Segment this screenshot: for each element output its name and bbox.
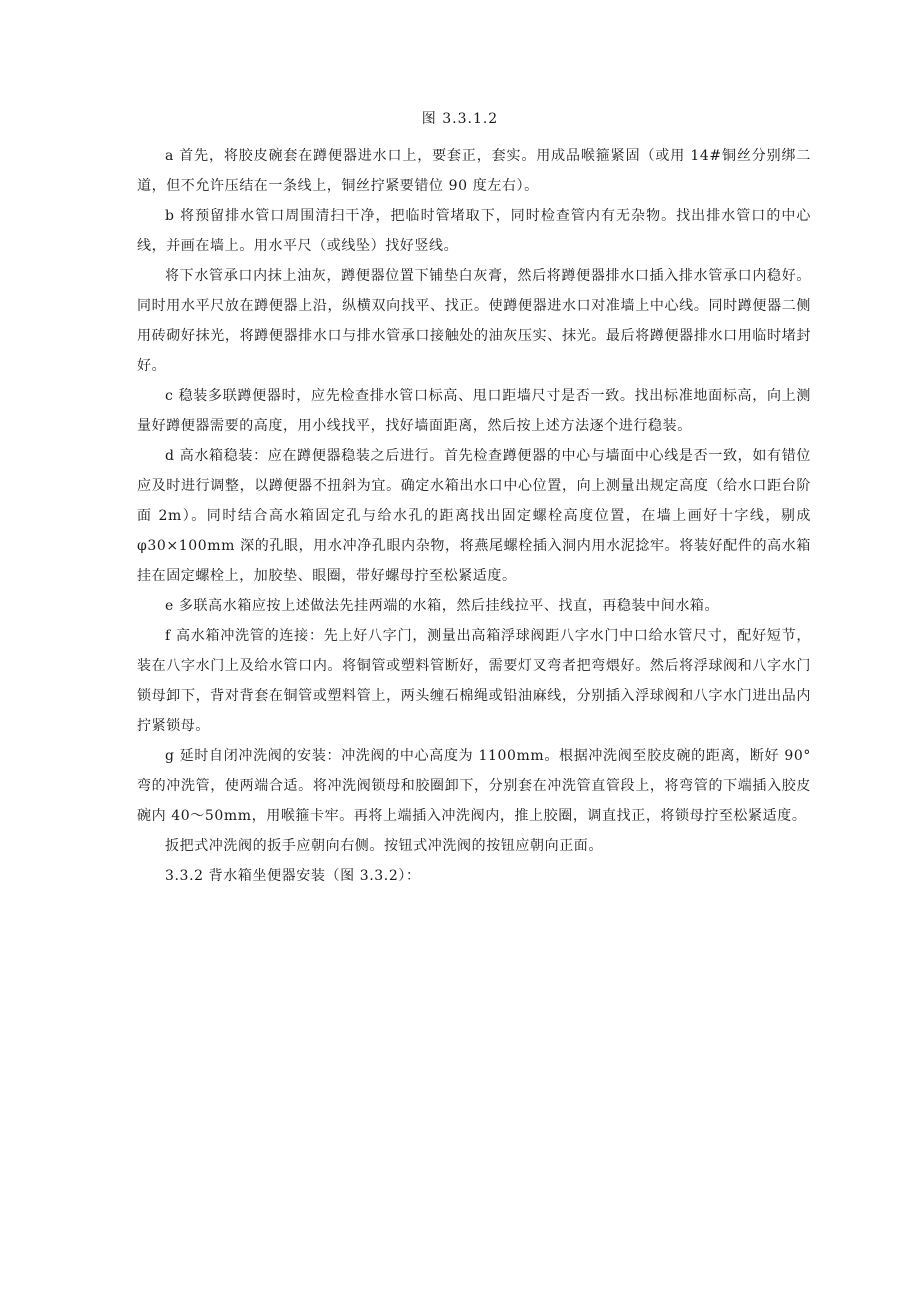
paragraph-d: d 高水箱稳装：应在蹲便器稳装之后进行。首先检查蹲便器的中心与墙面中心线是否一致，如有错位应及时进行调整，以蹲便器不扭斜为宜。确定水箱出水口中心位置，向上测量出规定高度（给水口距台阶面 2m）。同时结合高水箱固定孔与给水孔的距离找出固定螺栓高度位置，在墙上画好十字线，剔成 φ30×100mm 深的孔眼，用水冲净孔眼内杂物，将燕尾螺栓插入洞内用水泥捻牢。将装好配件的高水箱挂在固定螺栓上，加胶垫、眼圈，带好螺母拧至松紧适度。 <box>137 448 811 584</box>
paragraph-a: a 首先，将胶皮碗套在蹲便器进水口上，要套正，套实。用成品喉箍紧固（或用 14#铜丝分别绑二道，但不允许压结在一条线上，铜丝拧紧要错位 90 度左右）。 <box>137 148 811 194</box>
paragraph-b: b 将预留排水管口周围清扫干净，把临时管堵取下，同时检查管内有无杂物。找出排水管口的中心线，并画在墙上。用水平尺（或线坠）找好竖线。 <box>137 208 811 254</box>
paragraph-c: c 稳装多联蹲便器时，应先检查排水管口标高、甩口距墙尺寸是否一致。找出标准地面标高，向上测量好蹲便器需要的高度，用小线找平，找好墙面距离，然后按上述方法逐个进行稳装。 <box>137 388 811 434</box>
paragraph-f: f 高水箱冲洗管的连接：先上好八字门，测量出高箱浮球阀距八字水门中口给水管尺寸，配好短节，装在八字水门上及给水管口内。将铜管或塑料管断好，需要灯叉弯者把弯煨好。然后将浮球阀和八字水门锁母卸下，背对背套在铜管或塑料管上，两头缠石棉绳或铅油麻线，分别插入浮球阀和八字水门进出品内拧紧锁母。 <box>137 628 811 734</box>
paragraph-g: g 延时自闭冲洗阀的安装：冲洗阀的中心高度为 1100mm。根据冲洗阀至胶皮碗的距离，断好 90°弯的冲洗管，使两端合适。将冲洗阀锁母和胶圈卸下，分别套在冲洗管直管段上，将弯管的下端插入胶皮碗内 40～50mm，用喉箍卡牢。再将上端插入冲洗阀内，推上胶圈，调直找正，将锁母拧至松紧适度。 <box>137 748 811 824</box>
section-heading-3-3-2: 3.3.2 背水箱坐便器安装（图 3.3.2）： <box>165 868 421 884</box>
paragraph-e: e 多联高水箱应按上述做法先挂两端的水箱，然后挂线拉平、找直，再稳装中间水箱。 <box>165 598 720 614</box>
paragraph-valve-orientation: 扳把式冲洗阀的扳手应朝向右侧。按钮式冲洗阀的按钮应朝向正面。 <box>165 838 603 854</box>
figure-caption: 图 3.3.1.2 <box>421 111 499 127</box>
body-text <box>137 141 811 891</box>
paragraph-b-continued: 将下水管承口内抹上油灰，蹲便器位置下铺垫白灰膏，然后将蹲便器排水口插入排水管承口内稳好。同时用水平尺放在蹲便器上沿，纵横双向找平、找正。使蹲便器进水口对准墙上中心线。同时蹲便器二侧用砖砌好抹光，将蹲便器排水口与排水管承口接触处的油灰压实、抹光。最后将蹲便器排水口用临时堵封好。 <box>137 268 811 374</box>
